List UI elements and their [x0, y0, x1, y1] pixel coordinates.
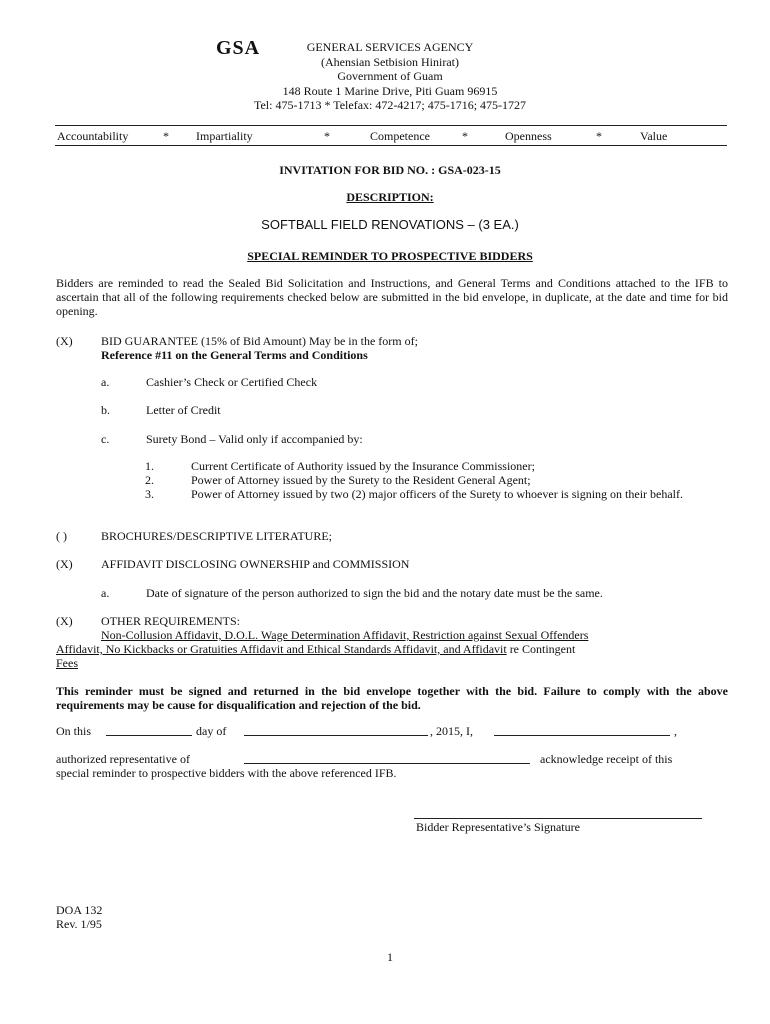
- other-requirements-line-2: [56, 642, 575, 656]
- affidavit-note: Date of signature of the person authorized to sign the bid and the notary date must be the same.: [146, 586, 603, 600]
- company-field[interactable]: [244, 752, 530, 764]
- other-requirements-line-2-tail: re Contingent: [506, 642, 576, 656]
- sub-item-power-of-attorney-agent: Power of Attorney issued by the Surety to the Resident General Agent;: [191, 473, 531, 487]
- option-letter-of-credit: Letter of Credit: [146, 403, 221, 417]
- other-requirements-line-3: Fees: [56, 656, 78, 670]
- authorized-label: authorized representative of: [56, 752, 190, 766]
- option-letter: c.: [101, 432, 110, 446]
- value-separator: *: [324, 129, 330, 143]
- address-line: 148 Route 1 Marine Drive, Piti Guam 96915: [282, 84, 498, 98]
- other-mark: (X): [56, 614, 73, 628]
- agency-native-name: (Ahensian Setbision Hinirat): [321, 55, 459, 69]
- other-requirements-line-1: Non-Collusion Affidavit, D.O.L. Wage Determination Affidavit, Restriction against Sexual Offenders: [101, 628, 589, 642]
- sub-item-power-of-attorney-officers: Power of Attorney issued by two (2) major officers of the Surety to whoever is signing on their behalf.: [191, 487, 684, 501]
- option-cashiers-check: Cashier’s Check or Certified Check: [146, 375, 318, 389]
- description-heading: DESCRIPTION:: [346, 190, 434, 204]
- invitation-title: INVITATION FOR BID NO. : GSA-023-15: [279, 163, 501, 177]
- value-separator: *: [462, 129, 468, 143]
- name-field[interactable]: [494, 724, 670, 736]
- day-field[interactable]: [106, 724, 192, 736]
- value-accountability: Accountability: [57, 129, 129, 143]
- value-separator: *: [596, 129, 602, 143]
- sub-item-number: 2.: [145, 473, 154, 487]
- warning-paragraph: This reminder must be signed and returned in the bid envelope together with the bid. Failure to comply with the above requirements may be cause for disqualification and rejection of the bid.: [56, 684, 728, 712]
- sub-item-number: 1.: [145, 459, 154, 473]
- affidavit-mark: (X): [56, 557, 73, 571]
- value-separator: *: [163, 129, 169, 143]
- sub-item-certificate: Current Certificate of Authority issued by the Insurance Commissioner;: [191, 459, 535, 473]
- description-text: SOFTBALL FIELD RENOVATIONS – (3 EA.): [261, 217, 519, 232]
- government-line: Government of Guam: [337, 69, 443, 83]
- bid-guarantee-reference: Reference #11 on the General Terms and Conditions: [101, 348, 368, 362]
- agency-name: GENERAL SERVICES AGENCY: [306, 40, 474, 54]
- year-label: , 2015, I,: [430, 724, 473, 738]
- month-field[interactable]: [244, 724, 428, 736]
- value-impartiality: Impartiality: [196, 129, 253, 143]
- affidavit-text: AFFIDAVIT DISCLOSING OWNERSHIP and COMMISSION: [101, 557, 410, 571]
- acknowledgement-line-2: special reminder to prospective bidders with the above referenced IFB.: [56, 766, 397, 780]
- bid-guarantee-mark: (X): [56, 334, 73, 348]
- affidavit-letter: a.: [101, 586, 110, 600]
- phone-line: Tel: 475-1713 * Telefax: 472-4217; 475-1716; 475-1727: [253, 98, 527, 112]
- header-top-rule: [55, 125, 727, 126]
- value-competence: Competence: [370, 129, 430, 143]
- brochures-text: BROCHURES/DESCRIPTIVE LITERATURE;: [101, 529, 333, 543]
- option-letter: a.: [101, 375, 110, 389]
- header-bottom-rule: [55, 145, 727, 146]
- signature-line[interactable]: [414, 818, 702, 819]
- day-of-label: day of: [196, 724, 227, 738]
- bid-guarantee-text: BID GUARANTEE (15% of Bid Amount) May be in the form of;: [101, 334, 418, 348]
- comma-label: ,: [674, 724, 677, 738]
- reminder-heading: SPECIAL REMINDER TO PROSPECTIVE BIDDERS: [247, 249, 533, 263]
- form-revision: Rev. 1/95: [56, 917, 102, 931]
- value-openness: Openness: [505, 129, 552, 143]
- other-requirements-line-2-underlined: Affidavit, No Kickbacks or Gratuities Affidavit and Ethical Standards Affidavit, and Affidavit: [56, 642, 507, 656]
- acknowledge-label: acknowledge receipt of this: [540, 752, 673, 766]
- other-text: OTHER REQUIREMENTS:: [101, 614, 240, 628]
- gsa-logo: GSA: [216, 37, 261, 59]
- page-number: 1: [387, 950, 393, 964]
- value-value: Value: [640, 129, 668, 143]
- sub-item-number: 3.: [145, 487, 154, 501]
- form-number: DOA 132: [56, 903, 103, 917]
- brochures-mark: ( ): [56, 529, 67, 543]
- signature-label: Bidder Representative’s Signature: [416, 820, 580, 834]
- option-letter: b.: [101, 403, 110, 417]
- on-this-label: On this: [56, 724, 92, 738]
- intro-paragraph: Bidders are reminded to read the Sealed Bid Solicitation and Instructions, and General Terms and Conditions attached to the IFB to ascertain that all of the following requirements checked below are submitted in the bid envelope, in duplicate, at the date and time for bid opening.: [56, 276, 728, 318]
- option-surety-bond: Surety Bond – Valid only if accompanied by:: [146, 432, 363, 446]
